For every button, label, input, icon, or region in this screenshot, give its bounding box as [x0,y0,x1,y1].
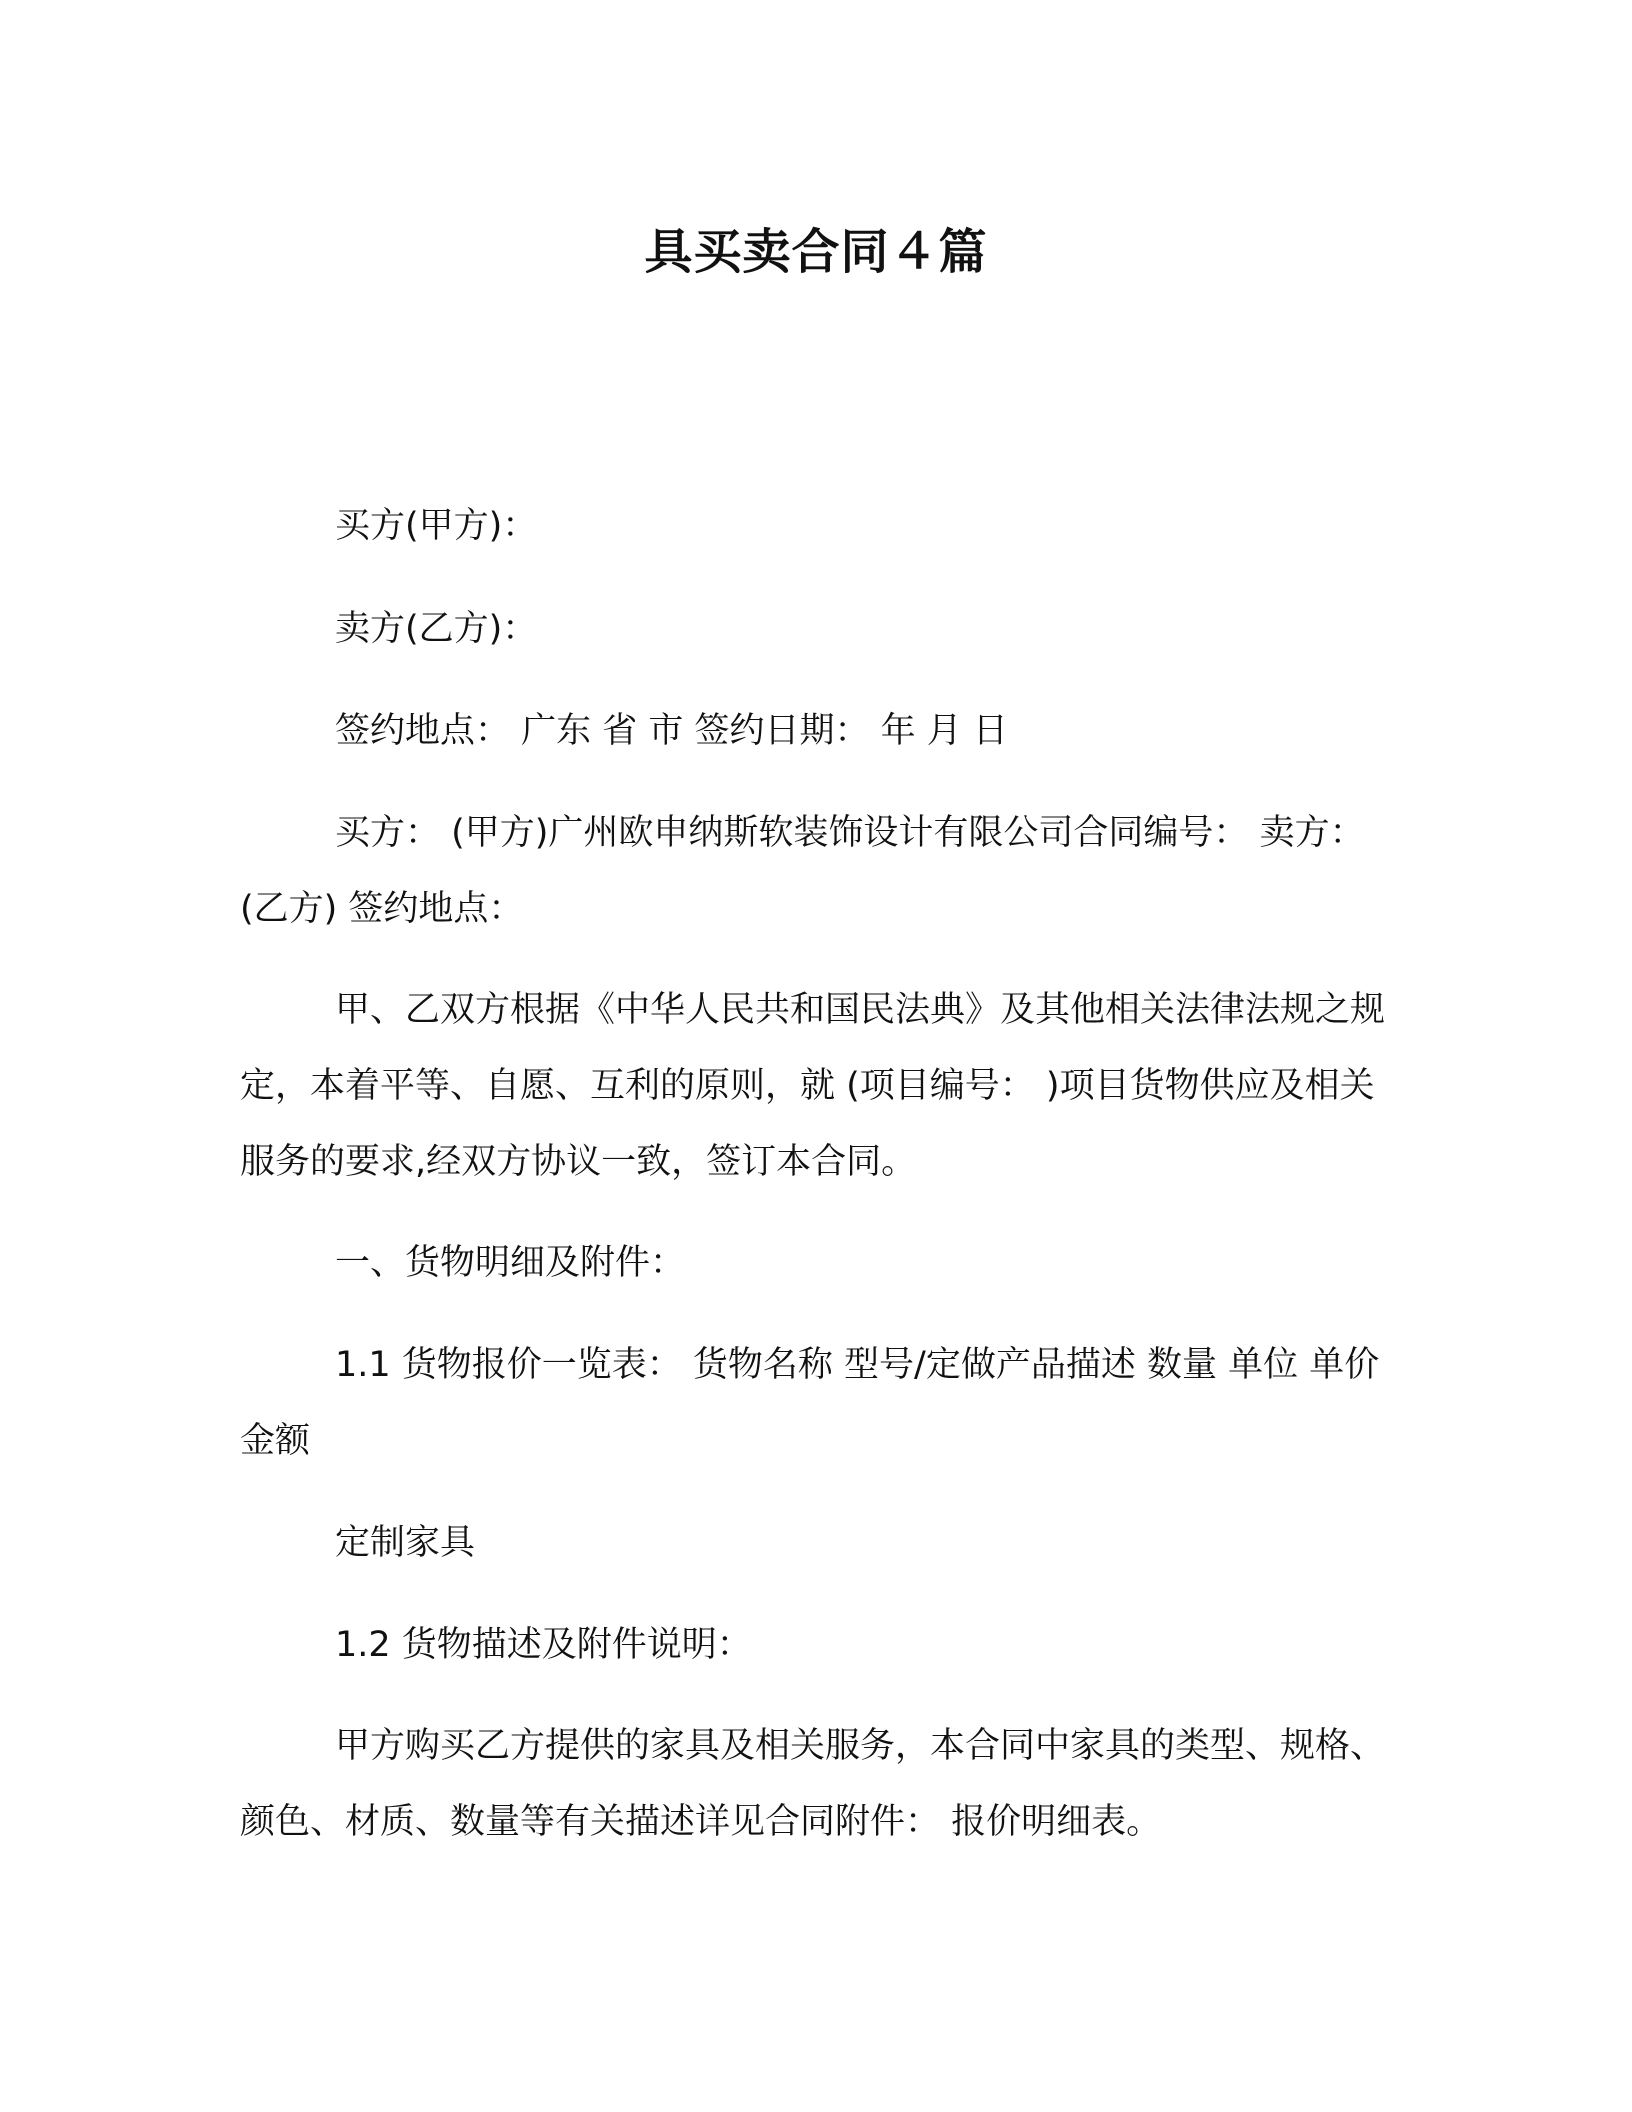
paragraph-text: 买方(甲方)： [335,506,538,546]
paragraph-goods-description-heading [240,1607,1400,1683]
paragraph-text: 甲方购买乙方提供的家具及相关服务，本合同中家具的类型、规格、颜色、材质、数量等有关描述详见合同附件： 报价明细表。 [240,1726,1386,1842]
paragraph-goods-description [240,1708,1400,1860]
section-heading-goods [240,1225,1400,1301]
paragraph-text: 1.2 货物描述及附件说明： [335,1625,752,1665]
paragraph-text: 买方： (甲方)广州欧申纳斯软装饰设计有限公司合同编号： 卖方： (乙方) 签约地点： [240,813,1365,929]
paragraph-custom-furniture [240,1505,1400,1581]
paragraph-text: 1.1 货物报价一览表： 货物名称 型号/定做产品描述 数量 单位 单价 金额 [240,1345,1380,1461]
paragraph-price-list [240,1327,1400,1479]
paragraph-text: 签约地点： 广东 省 市 签约日期： 年 月 日 [335,711,1008,751]
paragraph-text: 卖方(乙方)： [335,609,538,649]
paragraph-text: 定制家具 [335,1523,476,1563]
paragraph-seller [240,591,1400,667]
paragraph-text: 一、货物明细及附件： [335,1243,686,1283]
paragraph-text: 甲、乙双方根据《中华人民共和国民法典》及其他相关法律法规之规定，本着平等、自愿、互利的原则，就 (项目编号： )项目货物供应及相关服务的要求,经双方协议一致，签订本合同。 [240,990,1386,1182]
paragraph-preamble [240,972,1400,1200]
paragraph-buyer [240,488,1400,564]
paragraph-parties [240,795,1400,947]
paragraph-signing-place-date [240,693,1400,769]
document-title: 具买卖合同４篇 [644,224,988,280]
